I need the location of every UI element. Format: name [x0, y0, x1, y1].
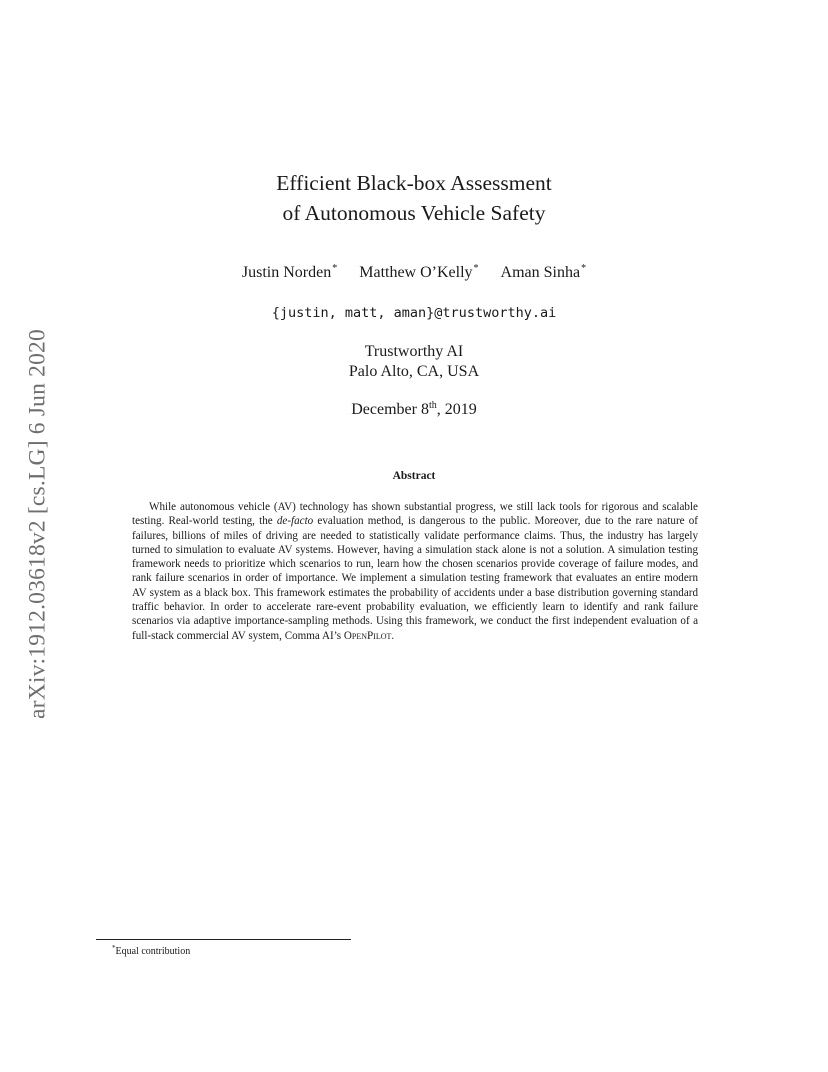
author-email: {justin, matt, aman}@trustworthy.ai [271, 305, 557, 321]
equal-contribution-mark: * [581, 263, 587, 274]
date-ordinal-suffix: th [428, 400, 437, 411]
title-line-1: Efficient Black-box Assessment [276, 171, 552, 195]
footnote [112, 944, 190, 957]
affiliation [0, 342, 828, 382]
author-name: Aman Sinha [500, 264, 581, 281]
abstract-italic-term: de-facto [276, 515, 314, 528]
title-line-2: of Autonomous Vehicle Safety [282, 201, 546, 225]
author-2 [359, 263, 478, 282]
date-year: , 2019 [436, 401, 477, 418]
author-1 [242, 263, 337, 282]
equal-contribution-mark: * [473, 263, 479, 274]
abstract-product-name: OpenPilot [343, 629, 392, 642]
author-3 [501, 263, 587, 282]
abstract-body [132, 500, 698, 643]
author-name: Justin Norden [241, 264, 332, 281]
abstract-heading: Abstract [392, 470, 436, 482]
affiliation-org: Trustworthy AI [364, 343, 464, 360]
abstract-text-part-1: While autonomous vehicle (AV) technology has shown substantial progress, we still lack tools for rigorous and scalable testing. Real-world testing, the [132, 501, 698, 528]
abstract-end: . [391, 629, 395, 642]
footnote-text: Equal contribution [115, 946, 191, 957]
publication-date [0, 400, 828, 419]
paper-title [0, 168, 828, 228]
author-list [0, 263, 828, 282]
footnote-divider [96, 939, 351, 940]
footnote-mark: * [112, 944, 116, 952]
arxiv-identifier-stamp: arXiv:1912.03618v2 [cs.LG] 6 Jun 2020 [24, 329, 51, 719]
author-name: Matthew O’Kelly [359, 264, 473, 281]
affiliation-location: Palo Alto, CA, USA [348, 363, 480, 380]
abstract-text-part-2: evaluation method, is dangerous to the public. Moreover, due to the rare nature of failures, billions of miles of driving are needed to statistically validate performance claims. Thus, the industry has largely turned to simulation to evaluate AV systems. However, having a simulation stack alone is not a solution. A simulation testing framework needs to prioritize which scenarios to run, learn how the chosen scenarios provide coverage of failure modes, and rank failure scenarios in order of importance. We implement a simulation testing framework that evaluates an entire modern AV system as a black box. This framework estimates the probability of accidents under a base distribution governing standard traffic behavior. In order to accelerate rare-event probability evaluation, we efficiently learn to identify and rank failure scenarios via adaptive importance-sampling methods. Using this framework, we conduct the first independent evaluation of a full-stack commercial AV system, Comma AI’s [132, 515, 698, 642]
date-month-day: December 8 [351, 401, 429, 418]
equal-contribution-mark: * [332, 263, 338, 274]
